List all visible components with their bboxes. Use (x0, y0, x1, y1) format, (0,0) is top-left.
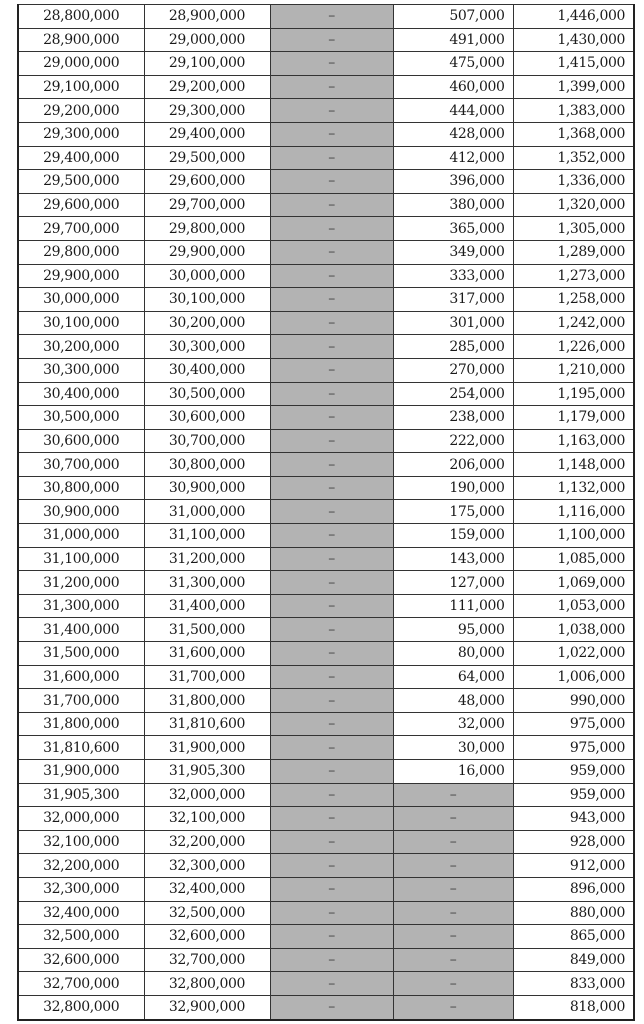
col3-cell: – (270, 99, 393, 123)
table-row (18, 500, 634, 524)
table-row (18, 476, 634, 500)
table-row (18, 972, 634, 996)
range-to-cell: 32,300,000 (144, 854, 270, 878)
col4-cell: 32,000 (393, 712, 513, 736)
col3-cell: – (270, 736, 393, 760)
col5-cell: 1,368,000 (513, 122, 634, 146)
col3-cell: – (270, 193, 393, 217)
col4-cell: 507,000 (393, 5, 513, 29)
range-from-cell: 28,800,000 (18, 5, 144, 29)
range-from-cell: 28,900,000 (18, 28, 144, 52)
col3-cell: – (270, 5, 393, 29)
col5-cell: 990,000 (513, 689, 634, 713)
range-from-cell: 31,000,000 (18, 524, 144, 548)
table-row (18, 240, 634, 264)
col5-cell: 1,006,000 (513, 665, 634, 689)
col5-cell: 818,000 (513, 995, 634, 1019)
range-to-cell: 30,400,000 (144, 358, 270, 382)
col4-cell: – (393, 807, 513, 831)
tax-table (17, 4, 635, 1021)
col5-cell: 1,148,000 (513, 453, 634, 477)
range-to-cell: 31,200,000 (144, 547, 270, 571)
col5-cell: 1,116,000 (513, 500, 634, 524)
col4-cell: 380,000 (393, 193, 513, 217)
table-row (18, 453, 634, 477)
col4-cell: 64,000 (393, 665, 513, 689)
range-from-cell: 31,900,000 (18, 760, 144, 784)
table-row (18, 571, 634, 595)
range-to-cell: 29,800,000 (144, 217, 270, 241)
col5-cell: 912,000 (513, 854, 634, 878)
col3-cell: – (270, 288, 393, 312)
col3-cell: – (270, 760, 393, 784)
range-from-cell: 30,100,000 (18, 311, 144, 335)
col4-cell: 80,000 (393, 642, 513, 666)
range-from-cell: 31,300,000 (18, 594, 144, 618)
col4-cell: – (393, 948, 513, 972)
col5-cell: 1,210,000 (513, 358, 634, 382)
col5-cell: 1,399,000 (513, 75, 634, 99)
table-row (18, 335, 634, 359)
col5-cell: 959,000 (513, 760, 634, 784)
col4-cell: 238,000 (393, 406, 513, 430)
range-from-cell: 30,600,000 (18, 429, 144, 453)
table-row (18, 901, 634, 925)
range-from-cell: 32,700,000 (18, 972, 144, 996)
col3-cell: – (270, 925, 393, 949)
range-to-cell: 32,700,000 (144, 948, 270, 972)
col5-cell: 1,226,000 (513, 335, 634, 359)
col4-cell: 491,000 (393, 28, 513, 52)
range-from-cell: 30,200,000 (18, 335, 144, 359)
col5-cell: 1,352,000 (513, 146, 634, 170)
table-row (18, 736, 634, 760)
col3-cell: – (270, 642, 393, 666)
range-from-cell: 30,300,000 (18, 358, 144, 382)
range-from-cell: 29,800,000 (18, 240, 144, 264)
range-to-cell: 31,810,600 (144, 712, 270, 736)
range-to-cell: 31,905,300 (144, 760, 270, 784)
col5-cell: 1,085,000 (513, 547, 634, 571)
col3-cell: – (270, 429, 393, 453)
range-to-cell: 29,400,000 (144, 122, 270, 146)
col4-cell: – (393, 830, 513, 854)
range-from-cell: 29,100,000 (18, 75, 144, 99)
table-row (18, 52, 634, 76)
col3-cell: – (270, 948, 393, 972)
range-from-cell: 32,200,000 (18, 854, 144, 878)
range-from-cell: 32,600,000 (18, 948, 144, 972)
col3-cell: – (270, 358, 393, 382)
col4-cell: 222,000 (393, 429, 513, 453)
col4-cell: 95,000 (393, 618, 513, 642)
range-to-cell: 32,900,000 (144, 995, 270, 1019)
col4-cell: 159,000 (393, 524, 513, 548)
table-row (18, 618, 634, 642)
range-to-cell: 32,100,000 (144, 807, 270, 831)
col5-cell: 1,273,000 (513, 264, 634, 288)
col4-cell: 396,000 (393, 170, 513, 194)
range-from-cell: 31,400,000 (18, 618, 144, 642)
col3-cell: – (270, 807, 393, 831)
range-to-cell: 29,600,000 (144, 170, 270, 194)
col3-cell: – (270, 618, 393, 642)
col4-cell: – (393, 995, 513, 1019)
col3-cell: – (270, 901, 393, 925)
col3-cell: – (270, 382, 393, 406)
range-to-cell: 32,800,000 (144, 972, 270, 996)
col3-cell: – (270, 877, 393, 901)
col5-cell: 1,100,000 (513, 524, 634, 548)
table-row (18, 311, 634, 335)
table-row (18, 217, 634, 241)
table-row (18, 524, 634, 548)
range-from-cell: 31,800,000 (18, 712, 144, 736)
table-row (18, 406, 634, 430)
col3-cell: – (270, 712, 393, 736)
range-from-cell: 29,500,000 (18, 170, 144, 194)
table-row (18, 122, 634, 146)
range-to-cell: 30,000,000 (144, 264, 270, 288)
range-from-cell: 29,200,000 (18, 99, 144, 123)
table-row (18, 760, 634, 784)
table-row (18, 288, 634, 312)
col5-cell: 849,000 (513, 948, 634, 972)
range-from-cell: 31,905,300 (18, 783, 144, 807)
col3-cell: – (270, 500, 393, 524)
col3-cell: – (270, 995, 393, 1019)
col3-cell: – (270, 335, 393, 359)
col5-cell: 865,000 (513, 925, 634, 949)
col3-cell: – (270, 830, 393, 854)
range-to-cell: 30,100,000 (144, 288, 270, 312)
table-row (18, 5, 634, 29)
range-to-cell: 28,900,000 (144, 5, 270, 29)
range-to-cell: 32,400,000 (144, 877, 270, 901)
col3-cell: – (270, 783, 393, 807)
range-from-cell: 32,100,000 (18, 830, 144, 854)
range-to-cell: 31,600,000 (144, 642, 270, 666)
col5-cell: 1,022,000 (513, 642, 634, 666)
col4-cell: – (393, 925, 513, 949)
col3-cell: – (270, 571, 393, 595)
range-to-cell: 31,100,000 (144, 524, 270, 548)
col4-cell: 333,000 (393, 264, 513, 288)
range-from-cell: 30,400,000 (18, 382, 144, 406)
col5-cell: 1,289,000 (513, 240, 634, 264)
table-row (18, 170, 634, 194)
col5-cell: 959,000 (513, 783, 634, 807)
table-row (18, 689, 634, 713)
range-from-cell: 31,700,000 (18, 689, 144, 713)
range-to-cell: 29,500,000 (144, 146, 270, 170)
range-to-cell: 30,600,000 (144, 406, 270, 430)
col4-cell: 317,000 (393, 288, 513, 312)
col5-cell: 896,000 (513, 877, 634, 901)
col4-cell: 48,000 (393, 689, 513, 713)
range-from-cell: 30,000,000 (18, 288, 144, 312)
range-from-cell: 30,900,000 (18, 500, 144, 524)
col3-cell: – (270, 406, 393, 430)
range-to-cell: 31,400,000 (144, 594, 270, 618)
range-from-cell: 32,800,000 (18, 995, 144, 1019)
range-to-cell: 29,100,000 (144, 52, 270, 76)
col5-cell: 1,336,000 (513, 170, 634, 194)
col4-cell: – (393, 854, 513, 878)
col4-cell: – (393, 877, 513, 901)
table-row (18, 665, 634, 689)
col5-cell: 1,415,000 (513, 52, 634, 76)
col5-cell: 1,430,000 (513, 28, 634, 52)
table-row (18, 783, 634, 807)
col3-cell: – (270, 217, 393, 241)
col4-cell: 349,000 (393, 240, 513, 264)
col3-cell: – (270, 311, 393, 335)
col5-cell: 1,069,000 (513, 571, 634, 595)
col5-cell: 1,446,000 (513, 5, 634, 29)
col4-cell: 254,000 (393, 382, 513, 406)
col4-cell: 143,000 (393, 547, 513, 571)
col3-cell: – (270, 854, 393, 878)
table-row (18, 594, 634, 618)
col3-cell: – (270, 52, 393, 76)
col4-cell: 190,000 (393, 476, 513, 500)
col4-cell: 127,000 (393, 571, 513, 595)
range-to-cell: 30,700,000 (144, 429, 270, 453)
range-to-cell: 29,000,000 (144, 28, 270, 52)
table-row (18, 830, 634, 854)
range-from-cell: 32,500,000 (18, 925, 144, 949)
table-row (18, 146, 634, 170)
col3-cell: – (270, 476, 393, 500)
col4-cell: 301,000 (393, 311, 513, 335)
col5-cell: 1,383,000 (513, 99, 634, 123)
col4-cell: 111,000 (393, 594, 513, 618)
col3-cell: – (270, 665, 393, 689)
table-row (18, 807, 634, 831)
range-from-cell: 31,810,600 (18, 736, 144, 760)
col4-cell: 285,000 (393, 335, 513, 359)
col5-cell: 928,000 (513, 830, 634, 854)
table-row (18, 429, 634, 453)
range-to-cell: 30,500,000 (144, 382, 270, 406)
range-to-cell: 31,500,000 (144, 618, 270, 642)
col3-cell: – (270, 146, 393, 170)
table-row (18, 854, 634, 878)
col5-cell: 1,179,000 (513, 406, 634, 430)
col3-cell: – (270, 75, 393, 99)
table-row (18, 358, 634, 382)
table-row (18, 995, 634, 1019)
col5-cell: 1,053,000 (513, 594, 634, 618)
range-to-cell: 31,900,000 (144, 736, 270, 760)
table-row (18, 547, 634, 571)
col3-cell: – (270, 170, 393, 194)
col5-cell: 1,242,000 (513, 311, 634, 335)
range-from-cell: 31,100,000 (18, 547, 144, 571)
range-from-cell: 30,500,000 (18, 406, 144, 430)
col4-cell: 30,000 (393, 736, 513, 760)
range-from-cell: 29,300,000 (18, 122, 144, 146)
col4-cell: 206,000 (393, 453, 513, 477)
table-row (18, 642, 634, 666)
range-to-cell: 32,600,000 (144, 925, 270, 949)
col5-cell: 1,038,000 (513, 618, 634, 642)
range-from-cell: 30,800,000 (18, 476, 144, 500)
col5-cell: 975,000 (513, 736, 634, 760)
table-row (18, 193, 634, 217)
col4-cell: 460,000 (393, 75, 513, 99)
col5-cell: 833,000 (513, 972, 634, 996)
table-row (18, 712, 634, 736)
range-from-cell: 32,400,000 (18, 901, 144, 925)
range-to-cell: 29,300,000 (144, 99, 270, 123)
range-to-cell: 30,900,000 (144, 476, 270, 500)
col3-cell: – (270, 524, 393, 548)
col5-cell: 1,320,000 (513, 193, 634, 217)
range-to-cell: 31,700,000 (144, 665, 270, 689)
range-to-cell: 30,200,000 (144, 311, 270, 335)
col4-cell: – (393, 972, 513, 996)
col5-cell: 1,305,000 (513, 217, 634, 241)
range-to-cell: 30,800,000 (144, 453, 270, 477)
col5-cell: 975,000 (513, 712, 634, 736)
range-from-cell: 31,600,000 (18, 665, 144, 689)
col4-cell: 175,000 (393, 500, 513, 524)
col5-cell: 1,258,000 (513, 288, 634, 312)
range-to-cell: 29,700,000 (144, 193, 270, 217)
range-from-cell: 30,700,000 (18, 453, 144, 477)
col5-cell: 943,000 (513, 807, 634, 831)
col3-cell: – (270, 689, 393, 713)
col5-cell: 1,163,000 (513, 429, 634, 453)
range-to-cell: 31,800,000 (144, 689, 270, 713)
table-row (18, 877, 634, 901)
col3-cell: – (270, 547, 393, 571)
col3-cell: – (270, 122, 393, 146)
range-from-cell: 31,200,000 (18, 571, 144, 595)
col4-cell: 16,000 (393, 760, 513, 784)
col3-cell: – (270, 972, 393, 996)
range-from-cell: 29,400,000 (18, 146, 144, 170)
table-row (18, 382, 634, 406)
col4-cell: 475,000 (393, 52, 513, 76)
table-row (18, 264, 634, 288)
col3-cell: – (270, 453, 393, 477)
table-row (18, 925, 634, 949)
range-to-cell: 31,300,000 (144, 571, 270, 595)
range-from-cell: 29,000,000 (18, 52, 144, 76)
col4-cell: – (393, 783, 513, 807)
col3-cell: – (270, 594, 393, 618)
range-from-cell: 29,600,000 (18, 193, 144, 217)
col4-cell: – (393, 901, 513, 925)
range-from-cell: 29,900,000 (18, 264, 144, 288)
col4-cell: 444,000 (393, 99, 513, 123)
table-row (18, 948, 634, 972)
col3-cell: – (270, 264, 393, 288)
col4-cell: 365,000 (393, 217, 513, 241)
col5-cell: 1,132,000 (513, 476, 634, 500)
table-row (18, 28, 634, 52)
range-from-cell: 32,300,000 (18, 877, 144, 901)
table-row (18, 75, 634, 99)
range-to-cell: 30,300,000 (144, 335, 270, 359)
range-from-cell: 31,500,000 (18, 642, 144, 666)
range-from-cell: 32,000,000 (18, 807, 144, 831)
col4-cell: 412,000 (393, 146, 513, 170)
col3-cell: – (270, 28, 393, 52)
col4-cell: 428,000 (393, 122, 513, 146)
range-to-cell: 31,000,000 (144, 500, 270, 524)
col5-cell: 880,000 (513, 901, 634, 925)
range-to-cell: 29,900,000 (144, 240, 270, 264)
col3-cell: – (270, 240, 393, 264)
range-to-cell: 29,200,000 (144, 75, 270, 99)
table-row (18, 99, 634, 123)
range-to-cell: 32,500,000 (144, 901, 270, 925)
col4-cell: 270,000 (393, 358, 513, 382)
col5-cell: 1,195,000 (513, 382, 634, 406)
range-to-cell: 32,000,000 (144, 783, 270, 807)
tax-table-body (18, 5, 634, 1020)
range-from-cell: 29,700,000 (18, 217, 144, 241)
range-to-cell: 32,200,000 (144, 830, 270, 854)
